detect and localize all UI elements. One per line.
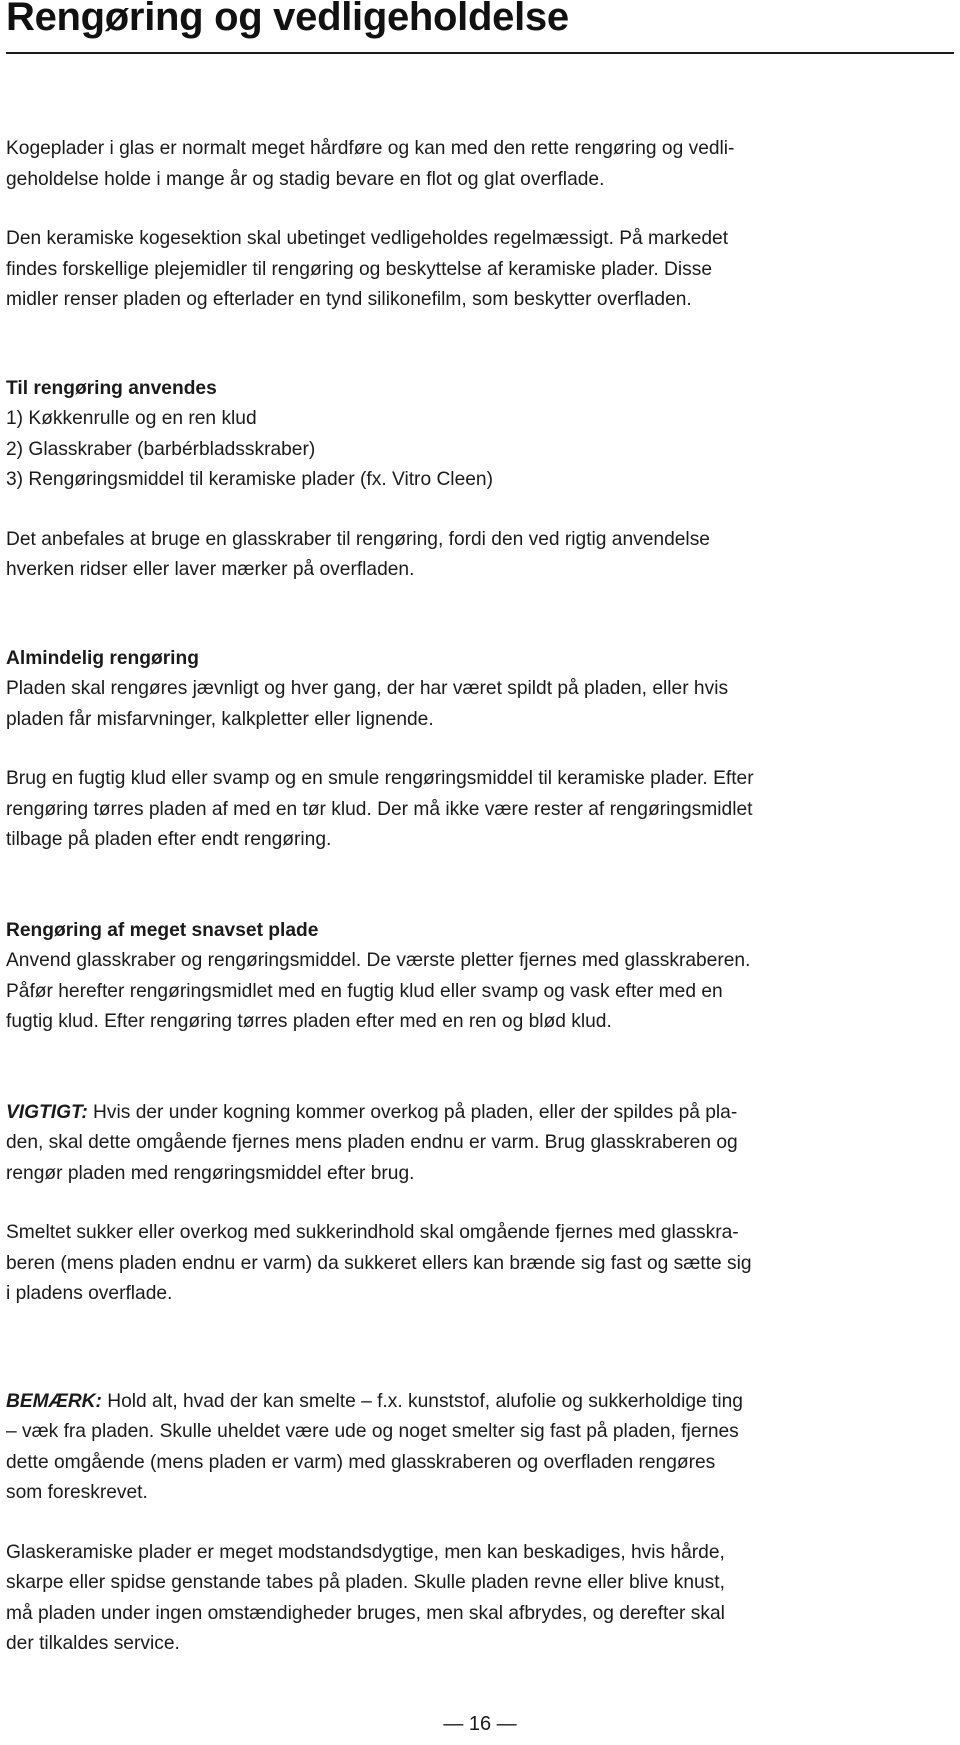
text-line: den, skal dette omgående fjernes mens pladen endnu er varm. Brug glasskraberen og <box>6 1132 738 1153</box>
text-line: fugtig klud. Efter rengøring tørres pladen efter med en ren og blød klud. <box>6 1011 612 1032</box>
tools-item-1: 1) Køkkenrulle og en ren klud <box>6 408 257 429</box>
tools-note <box>6 525 954 586</box>
glass-ceramic-paragraph <box>6 1538 954 1660</box>
tools-heading: Til rengøring anvendes <box>6 377 217 399</box>
text-line: midler renser pladen og efterlader en tynd silikonefilm, som beskytter overfladen. <box>6 289 692 310</box>
tools-section <box>6 374 954 496</box>
text-line <box>6 1387 954 1418</box>
text-line: – væk fra pladen. Skulle uheldet være ude og noget smelter sig fast på pladen, fjernes <box>6 1421 739 1442</box>
sugar-paragraph <box>6 1218 954 1310</box>
important-label: VIGTIGT: <box>6 1101 88 1123</box>
text-line: Kogeplader i glas er normalt meget hårdføre og kan med den rette rengøring og vedli- <box>6 138 735 159</box>
text-line: i pladens overflade. <box>6 1283 173 1304</box>
text-line: rengør pladen med rengøringsmiddel efter brug. <box>6 1162 415 1184</box>
note-paragraph <box>6 1387 954 1509</box>
important-first-line: Hvis der under kogning kommer overkog på pladen, eller der spildes på pla- <box>87 1101 738 1123</box>
text-line: rengøring tørres pladen af med en tør klud. Der må ikke være rester af rengøringsmidlet <box>6 798 753 820</box>
text-line: Anvend glasskraber og rengøringsmiddel. De værste pletter fjernes med glasskraberen. <box>6 950 751 971</box>
text-line: Påfør herefter rengøringsmidlet med en fugtig klud eller svamp og vask efter med en <box>6 980 723 1002</box>
title-rule <box>6 52 954 54</box>
text-line: skarpe eller spidse genstande tabes på pladen. Skulle pladen revne eller blive knust, <box>6 1572 725 1593</box>
general-cleaning-heading: Almindelig rengøring <box>6 647 199 669</box>
text-line: pladen får misfarvninger, kalkpletter eller lignende. <box>6 708 434 730</box>
text-line: må pladen under ingen omstændigheder bruges, men skal afbrydes, og derefter skal <box>6 1602 725 1624</box>
text-line: dette omgående (mens pladen er varm) med glasskraberen og overfladen rengøres <box>6 1451 716 1473</box>
tools-item-2: 2) Glasskraber (barbérbladsskraber) <box>6 438 316 460</box>
tools-item-3: 3) Rengøringsmiddel til keramiske plader (fx. Vitro Cleen) <box>6 469 493 490</box>
text-line: Den keramiske kogesektion skal ubetinget vedligeholdes regelmæssigt. På markedet <box>6 228 729 249</box>
important-paragraph <box>6 1098 954 1190</box>
text-line: Brug en fugtig klud eller svamp og en smule rengøringsmiddel til keramiske plader. Efter <box>6 768 754 789</box>
text-line: Pladen skal rengøres jævnligt og hver gang, der har været spildt på pladen, eller hvis <box>6 678 729 699</box>
text-line: hverken ridser eller laver mærker på overfladen. <box>6 559 415 580</box>
intro-paragraph-2 <box>6 224 954 316</box>
text-line: Smeltet sukker eller overkog med sukkerindhold skal omgående fjernes med glasskra- <box>6 1222 739 1243</box>
text-line: Det anbefales at bruge en glasskraber til rengøring, fordi den ved rigtig anvendelse <box>6 528 710 550</box>
text-line: geholdelse holde i mange år og stadig bevare en flot og glat overflade. <box>6 168 605 190</box>
note-first-line: Hold alt, hvad der kan smelte – f.x. kunststof, alufolie og sukkerholdige ting <box>101 1390 743 1412</box>
page-title: Rengøring og vedligeholdelse <box>6 0 569 39</box>
text-line: Glaskeramiske plader er meget modstandsdygtige, men kan beskadiges, hvis hårde, <box>6 1541 725 1563</box>
text-line <box>6 1098 954 1129</box>
page-number: — 16 — <box>443 1713 517 1735</box>
text-line: beren (mens pladen endnu er varm) da sukkeret ellers kan brænde sig fast og sætte sig <box>6 1252 752 1274</box>
general-cleaning-section <box>6 644 954 736</box>
page-content <box>6 134 954 1660</box>
text-line: findes forskellige plejemidler til rengøring og beskyttelse af keramiske plader. Disse <box>6 258 712 280</box>
text-line: tilbage på pladen efter endt rengøring. <box>6 829 332 850</box>
note-label: BEMÆRK: <box>6 1390 102 1412</box>
text-line: der tilkaldes service. <box>6 1633 180 1654</box>
manual-page <box>6 0 954 1745</box>
intro-paragraph-1 <box>6 134 954 195</box>
general-cleaning-paragraph-2 <box>6 764 954 856</box>
text-line: som foreskrevet. <box>6 1482 148 1503</box>
dirty-plate-heading: Rengøring af meget snavset plade <box>6 919 319 941</box>
dirty-plate-section <box>6 916 954 1038</box>
